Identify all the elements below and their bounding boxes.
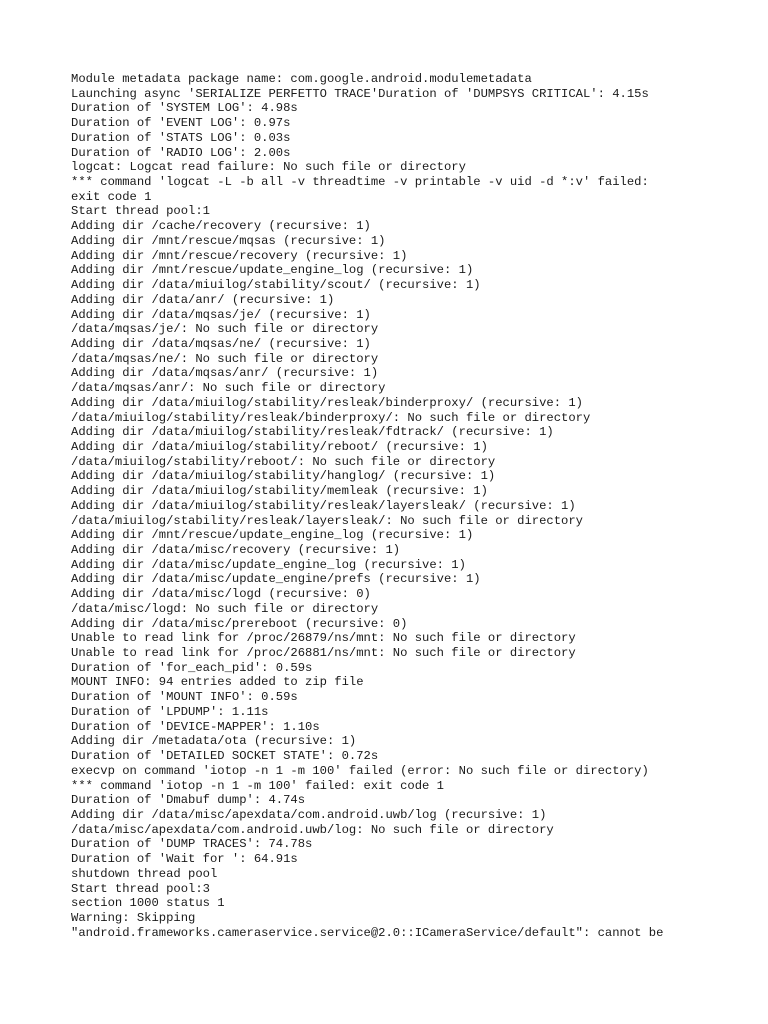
log-line: Duration of 'DUMP TRACES': 74.78s [71,837,313,852]
log-line: Duration of 'STATS LOG': 0.03s [71,130,291,145]
log-line: Adding dir /data/miuilog/stability/reboot/ (recursive: 1) [71,439,488,454]
log-line: Duration of 'for_each_pid': 0.59s [71,660,313,675]
log-line: /data/miuilog/stability/reboot/: No such file or directory [71,454,496,469]
log-line: Adding dir /data/miuilog/stability/resleak/fdtrack/ (recursive: 1) [71,425,554,440]
log-line: Module metadata package name: com.google.android.modulemetadata [71,72,532,86]
log-line: Duration of 'MOUNT INFO': 0.59s [71,690,298,705]
log-line: *** command 'logcat -L -b all -v threadtime -v printable -v uid -d *:v' failed: [71,175,649,190]
log-line: Launching async 'SERIALIZE PERFETTO TRACE'Duration of 'DUMPSYS CRITICAL': 4.15s [71,86,649,101]
log-line: Start thread pool:3 [71,881,210,896]
log-line: logcat: Logcat read failure: No such file or directory [71,160,466,175]
log-line: Duration of 'RADIO LOG': 2.00s [71,145,291,160]
log-line: Adding dir /data/misc/recovery (recursive: 1) [71,543,401,557]
log-line: MOUNT INFO: 94 entries added to zip file [71,675,364,690]
log-line: Adding dir /data/miuilog/stability/scout/ (recursive: 1) [71,278,481,293]
log-text-block [71,72,761,940]
log-line: "android.frameworks.cameraservice.service@2.0::ICameraService/default": cannot be [71,925,664,940]
log-line: Unable to read link for /proc/26879/ns/mnt: No such file or directory [71,631,576,646]
log-line: Adding dir /mnt/rescue/mqsas (recursive: 1) [71,233,386,248]
log-line: Adding dir /data/miuilog/stability/memleak (recursive: 1) [71,484,488,499]
log-line: *** command 'iotop -n 1 -m 100' failed: exit code 1 [71,778,444,793]
log-line: Adding dir /data/anr/ (recursive: 1) [71,292,335,307]
log-line: Adding dir /data/misc/update_engine/prefs (recursive: 1) [71,572,481,587]
log-line: Duration of 'Wait for ': 64.91s [71,852,298,867]
log-line: Adding dir /data/miuilog/stability/resleak/layersleak/ (recursive: 1) [71,498,576,513]
log-line: Adding dir /mnt/rescue/update_engine_log (recursive: 1) [71,263,474,278]
log-line: Adding dir /data/miuilog/stability/hanglog/ (recursive: 1) [71,469,496,484]
log-line: shutdown thread pool [71,866,218,881]
log-line: Unable to read link for /proc/26881/ns/mnt: No such file or directory [71,646,576,661]
log-line: Duration of 'Dmabuf dump': 4.74s [71,793,306,808]
log-line: execvp on command 'iotop -n 1 -m 100' failed (error: No such file or directory) [71,763,649,778]
log-line: Adding dir /data/misc/prereboot (recursive: 0) [71,616,408,631]
log-line: Duration of 'DETAILED SOCKET STATE': 0.72s [71,749,379,764]
log-line: Adding dir /data/miuilog/stability/resleak/binderproxy/ (recursive: 1) [71,395,583,410]
log-line: Adding dir /data/misc/logd (recursive: 0) [71,587,371,602]
log-line: Adding dir /mnt/rescue/recovery (recursive: 1) [71,248,408,263]
log-line: Duration of 'SYSTEM LOG': 4.98s [71,101,298,116]
log-line: Adding dir /data/misc/update_engine_log (recursive: 1) [71,557,466,572]
log-line: Start thread pool:1 [71,204,210,219]
log-line: /data/miuilog/stability/resleak/binderproxy/: No such file or directory [71,410,591,425]
log-line: Adding dir /data/mqsas/ne/ (recursive: 1) [71,336,371,351]
log-line: Adding dir /data/mqsas/je/ (recursive: 1) [71,307,371,322]
log-line: Duration of 'EVENT LOG': 0.97s [71,116,291,131]
log-line: Adding dir /data/misc/apexdata/com.android.uwb/log (recursive: 1) [71,807,547,822]
log-line: Duration of 'DEVICE-MAPPER': 1.10s [71,719,320,734]
log-line: Adding dir /metadata/ota (recursive: 1) [71,734,357,749]
log-line: /data/misc/apexdata/com.android.uwb/log: No such file or directory [71,822,554,837]
log-line: Warning: Skipping [71,910,196,925]
log-line: Adding dir /mnt/rescue/update_engine_log (recursive: 1) [71,528,474,543]
log-line: /data/mqsas/ne/: No such file or directory [71,351,379,366]
log-line: Duration of 'LPDUMP': 1.11s [71,704,269,719]
log-line: /data/miuilog/stability/resleak/layersleak/: No such file or directory [71,513,583,528]
log-line: Adding dir /data/mqsas/anr/ (recursive: 1) [71,366,379,381]
log-line: section 1000 status 1 [71,896,225,911]
log-line: /data/misc/logd: No such file or directory [71,601,379,616]
log-line: /data/mqsas/je/: No such file or directory [71,322,379,337]
log-line: exit code 1 [71,189,152,204]
log-line: /data/mqsas/anr/: No such file or directory [71,381,386,396]
log-line: Adding dir /cache/recovery (recursive: 1) [71,219,371,234]
